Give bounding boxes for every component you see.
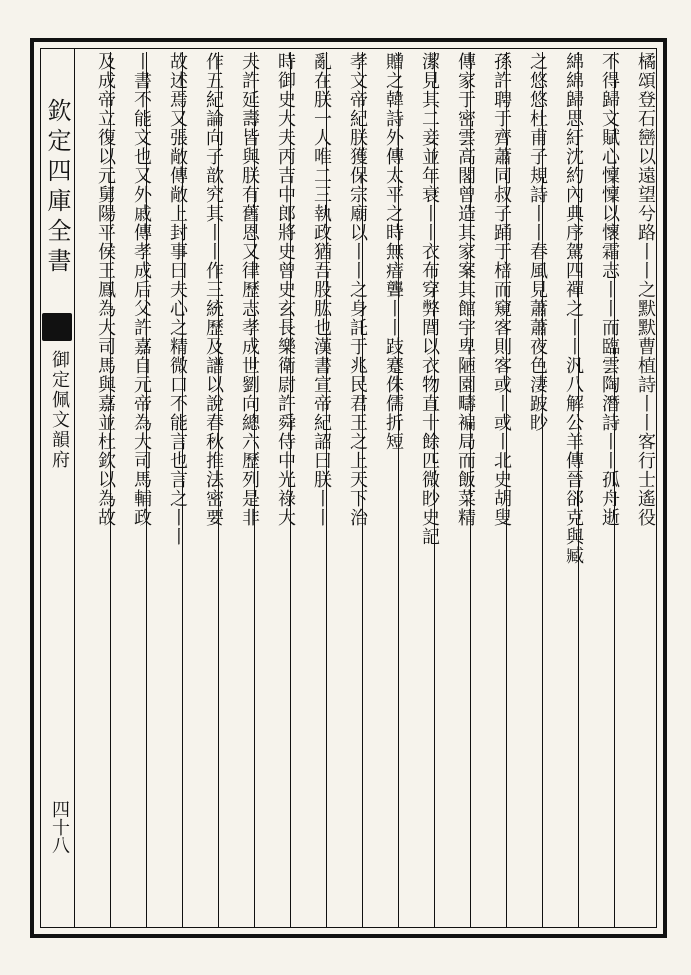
text-column: 潔見其二妾並年衰丨丨衣布穿弊閭以衣物直十餘匹微眇史記 (398, 52, 441, 928)
text-column: 時御史大夫丙吉中郎將史曾史玄長樂衛尉許舜侍中光祿大 (254, 52, 297, 928)
text-column: 丨書不能文也又外戚傳孝成后父許嘉自元帝為大司馬輔政 (110, 52, 153, 928)
fish-tail-mark-icon (42, 313, 72, 341)
text-column: 亂在朕一人唯二三執政猶吾股肱也漢書宣帝紀詔曰朕丨丨 (290, 52, 333, 928)
center-margin-strip (40, 48, 75, 928)
text-column: 不得歸文賦心懍懍以懷霜志丨丨而臨雲陶潛詩丨丨孤舟逝 (578, 52, 621, 928)
page-number: 四十八 (49, 800, 70, 854)
text-column: 傳家于密雲高閣曾造其家案其館宇卑陋園疇褊局而飯菜精 (434, 52, 477, 928)
text-column: 孝文帝紀朕獲保宗廟以丨丨之身託于兆民君王之上天下治 (326, 52, 369, 928)
book-subtitle: 御定佩文韻府 (49, 350, 70, 470)
text-column: 綿綿歸思紆沈約內典序駕四禪之丨丨汎八解公羊傳晉郤克與臧 (542, 52, 585, 928)
text-column: 及成帝立復以元舅陽平侯王鳳為大司馬與嘉並杜欽以為故 (74, 52, 117, 928)
book-title: 欽定四庫全書 (43, 98, 71, 278)
text-column: 之悠悠杜甫子規詩丨丨春風見蕭蕭夜色淒跛眇 (506, 52, 549, 928)
text-column: 贈之韓詩外傳太平之時無瘖聾丨丨跂蹇侏儒折短 (362, 52, 405, 928)
text-column: 作五紀論向子歆究其丨丨作三統歷及譜以說春秋推法密要 (182, 52, 225, 928)
text-column: 夫許延壽皆與朕有舊恩又律歷志孝成世劉向總六歷列是非 (218, 52, 261, 928)
text-column: 橘頌登石巒以遠望兮路丨丨之默默曹植詩丨丨客行士遙役 (614, 52, 657, 928)
text-body (74, 48, 657, 928)
text-column: 故述焉又張敞傳敞上封事曰夫心之精微口不能言也言之丨丨 (146, 52, 189, 928)
text-column: 孫許聘于齊蕭同叔子踊于棓而窺客則客或丨或丨北史胡叟 (470, 52, 513, 928)
page-border (30, 38, 667, 938)
